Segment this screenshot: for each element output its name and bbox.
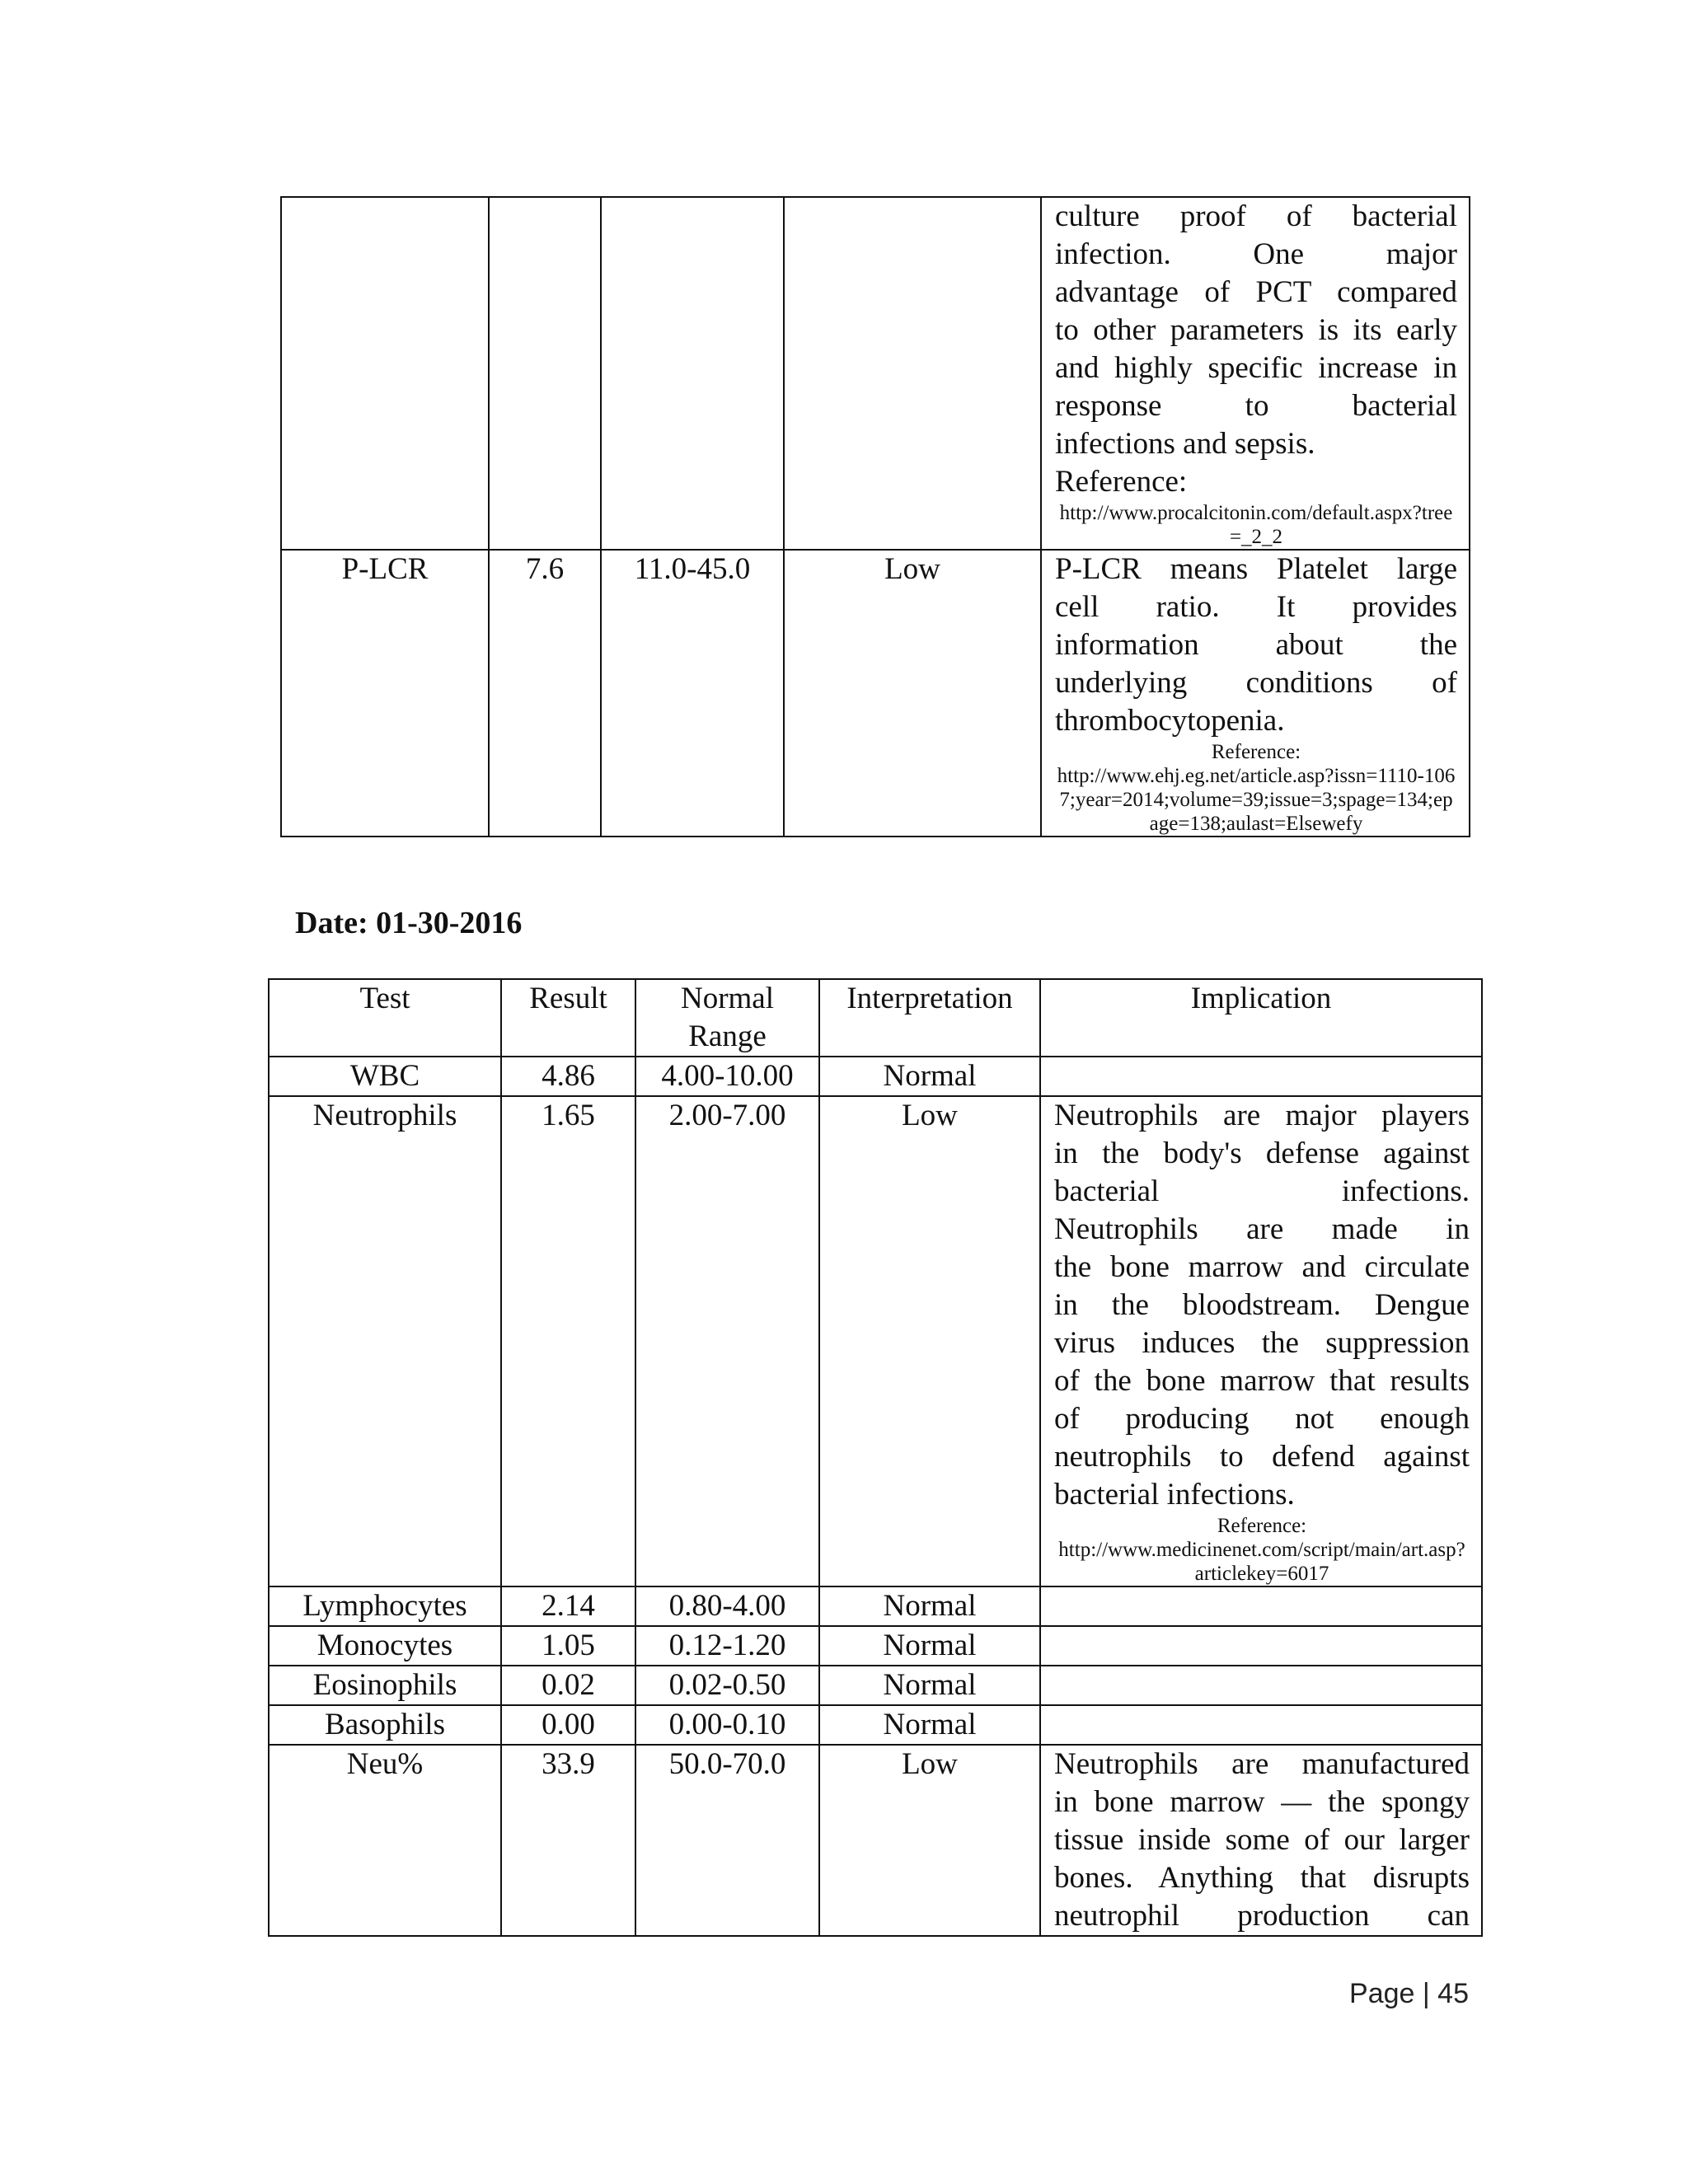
table-row [269, 1096, 1482, 1586]
reference-url: http://www.medicinenet.com/script/main/art.asp?articlekey=6017 [1058, 1539, 1465, 1585]
result-cell: 7.6 [489, 550, 601, 837]
table-row [281, 550, 1470, 837]
test-cell: Basophils [269, 1705, 501, 1745]
implication-cell [1040, 1057, 1482, 1096]
implication-line: P-LCR means Platelet large [1055, 552, 1457, 586]
reference-url: http://www.ehj.eg.net/article.asp?issn=1110-1067;year=2014;volume=39;issue=3;spage=134;epage=138;aulast=Elsewefy [1057, 765, 1456, 835]
implication-line: infection. One major [1055, 237, 1457, 271]
range-cell: 0.02-0.50 [635, 1666, 819, 1705]
implication-cell [1041, 197, 1470, 550]
implication-line: culture proof of bacterial [1055, 199, 1457, 233]
table-row [269, 1666, 1482, 1705]
header-row [269, 979, 1482, 1057]
implication-line: underlying conditions of [1055, 666, 1457, 700]
range-cell: 50.0-70.0 [635, 1745, 819, 1936]
range-cell: 0.00-0.10 [635, 1705, 819, 1745]
implication-cell [1040, 1705, 1482, 1745]
table-row [269, 1586, 1482, 1626]
implication-cell [1040, 1586, 1482, 1626]
table-row [269, 1057, 1482, 1096]
test-cell: Neu% [269, 1745, 501, 1936]
implication-line: in the body's defense against [1054, 1137, 1470, 1170]
table-row [269, 1626, 1482, 1666]
implication-line: the bone marrow and circulate [1054, 1250, 1470, 1284]
interpretation-cell: Low [819, 1745, 1040, 1936]
range-cell: 0.80-4.00 [635, 1586, 819, 1626]
implication-line: virus induces the suppression [1054, 1326, 1470, 1360]
lab-results-table-continued [280, 196, 1470, 837]
reference-label: Reference: [1211, 741, 1301, 763]
implication-line: neutrophils to defend against [1054, 1440, 1470, 1474]
implication-line: tissue inside some of our larger [1054, 1823, 1470, 1857]
header-implication: Implication [1040, 979, 1482, 1057]
interpretation-cell: Normal [819, 1586, 1040, 1626]
implication-line: Neutrophils are major players [1054, 1099, 1470, 1132]
implication-line: Neutrophils are manufactured [1054, 1747, 1470, 1781]
range-cell [601, 197, 784, 550]
header-result: Result [501, 979, 635, 1057]
implication-cell [1040, 1096, 1482, 1586]
result-cell: 4.86 [501, 1057, 635, 1096]
test-cell: Neutrophils [269, 1096, 501, 1586]
implication-cell [1041, 550, 1470, 837]
range-cell: 0.12-1.20 [635, 1626, 819, 1666]
reference-label: Reference: [1055, 465, 1188, 499]
implication-line: in the bloodstream. Dengue [1054, 1288, 1470, 1322]
implication-line: infections and sepsis. [1055, 427, 1315, 461]
interpretation-cell [784, 197, 1041, 550]
date-heading: Date: 01-30-2016 [295, 906, 523, 940]
implication-line: cell ratio. It provides [1055, 590, 1457, 624]
range-cell: 4.00-10.00 [635, 1057, 819, 1096]
result-cell: 1.65 [501, 1096, 635, 1586]
interpretation-cell: Normal [819, 1057, 1040, 1096]
implication-line: bones. Anything that disrupts [1054, 1861, 1470, 1895]
implication-line: and highly specific increase in [1055, 351, 1457, 385]
header-test: Test [269, 979, 501, 1057]
implication-line: Neutrophils are made in [1054, 1212, 1470, 1246]
table-row [269, 1705, 1482, 1745]
implication-line: of producing not enough [1054, 1402, 1470, 1436]
implication-cell [1040, 1626, 1482, 1666]
table-row [269, 1745, 1482, 1936]
header-range-line: Normal [680, 982, 775, 1015]
interpretation-cell: Normal [819, 1666, 1040, 1705]
test-cell: WBC [269, 1057, 501, 1096]
result-cell: 33.9 [501, 1745, 635, 1936]
test-cell [281, 197, 489, 550]
page-number: Page | 45 [1349, 1978, 1469, 2009]
implication-line: information about the [1055, 628, 1457, 662]
implication-line: neutrophil production can [1054, 1899, 1470, 1933]
implication-line: bacterial infections. [1054, 1174, 1470, 1208]
result-cell: 0.02 [501, 1666, 635, 1705]
implication-line: response to bacterial [1055, 389, 1457, 423]
header-range-line: Range [688, 1019, 767, 1053]
header-normal-range [635, 979, 819, 1057]
range-cell: 2.00-7.00 [635, 1096, 819, 1586]
result-cell: 1.05 [501, 1626, 635, 1666]
test-cell: Monocytes [269, 1626, 501, 1666]
implication-cell [1040, 1745, 1482, 1936]
interpretation-cell: Low [819, 1096, 1040, 1586]
implication-cell [1040, 1666, 1482, 1705]
implication-line: in bone marrow — the spongy [1054, 1785, 1470, 1819]
result-cell: 2.14 [501, 1586, 635, 1626]
reference-url: http://www.procalcitonin.com/default.aspx?tree=_2_2 [1059, 502, 1453, 548]
implication-line: thrombocytopenia. [1055, 704, 1285, 738]
interpretation-cell: Normal [819, 1626, 1040, 1666]
test-cell: Lymphocytes [269, 1586, 501, 1626]
test-cell: P-LCR [281, 550, 489, 837]
implication-line: of the bone marrow that results [1054, 1364, 1470, 1398]
reference-label: Reference: [1217, 1515, 1307, 1537]
result-cell: 0.00 [501, 1705, 635, 1745]
interpretation-cell: Normal [819, 1705, 1040, 1745]
implication-line: advantage of PCT compared [1055, 275, 1457, 309]
implication-line: bacterial infections. [1054, 1478, 1295, 1511]
range-cell: 11.0-45.0 [601, 550, 784, 837]
implication-line: to other parameters is its early [1055, 313, 1457, 347]
lab-results-table [268, 978, 1483, 1937]
test-cell: Eosinophils [269, 1666, 501, 1705]
table-row [281, 197, 1470, 550]
interpretation-cell: Low [784, 550, 1041, 837]
result-cell [489, 197, 601, 550]
header-interpretation: Interpretation [819, 979, 1040, 1057]
